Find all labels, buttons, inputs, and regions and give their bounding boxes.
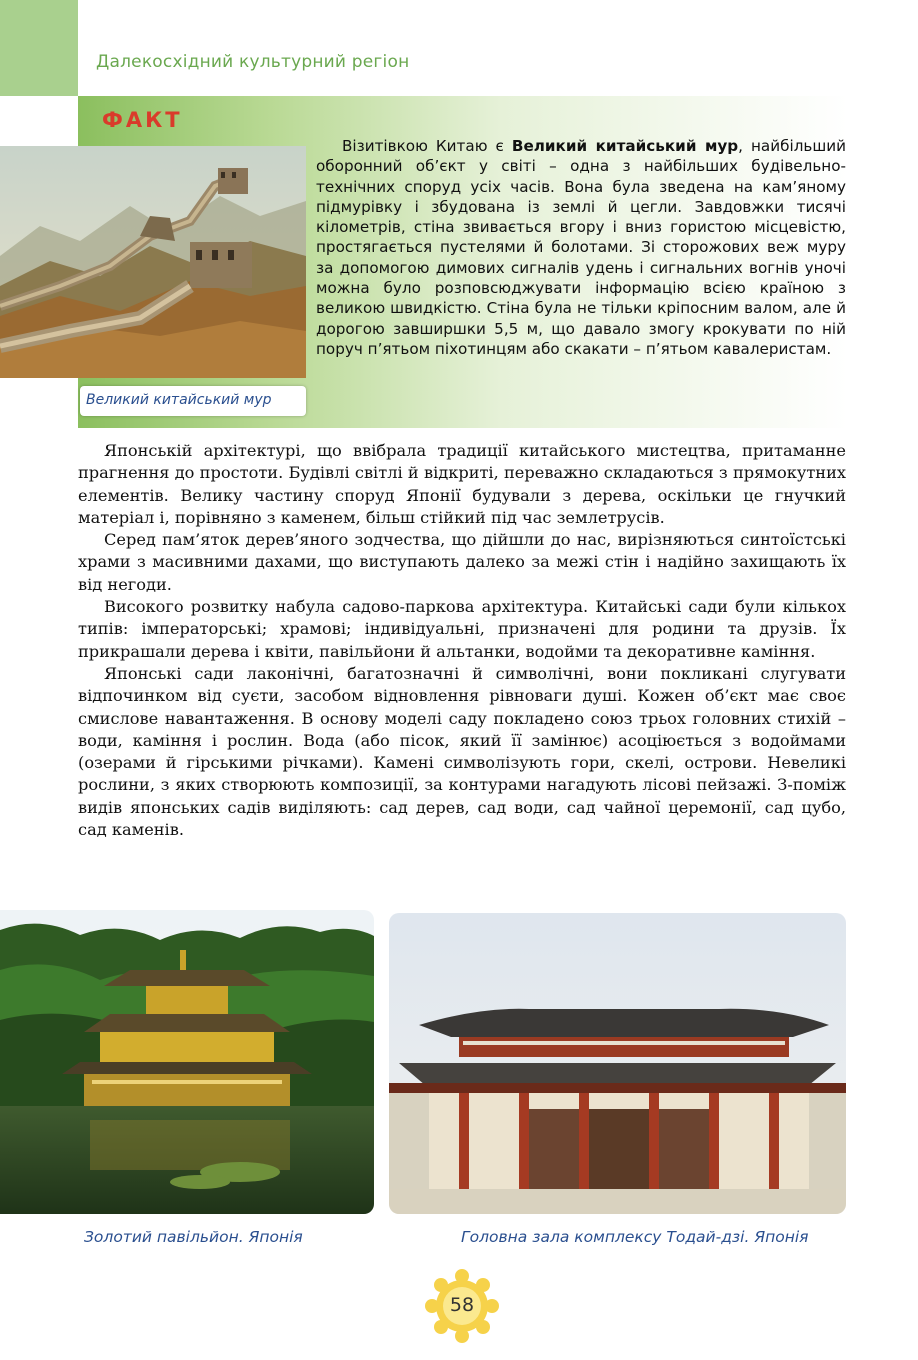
fact-text-start: Візитівкою Китаю є [342,137,512,155]
fact-text [316,136,846,359]
golden-pavilion-image [0,910,374,1214]
header-title: Далекосхідний культурний регіон [96,52,410,72]
great-wall-image [0,146,306,378]
body-paragraph: Японські сади лаконічні, багатозначні й символічні, вони покликані слугувати відпочинком від суєти, засобом відновлення рівноваги душі. Кожен об’єкт має своє смислове навантаження. В основу моделі саду покладено союз трьох головних стихій – води, каміння і рослин. Вода (або пісок, який її замінює) асоціюється з водоймами (озерами й гірськими річками). Камені символізують гори, скелі, острови. Невеликі рослини, з яких створюють композиції, за контурами нагадують лісові пейзажі. З-поміж видів японських садів виділяють: сад дерев, сад води, сад чайної церемонії, сад цубо, сад каменів. [78,663,846,840]
fact-label: ФАКТ [102,108,183,132]
body-paragraph: Високого розвитку набула садово-паркова архітектура. Китайські сади були кількох типів: імператорські; храмові; індивідуальні, призначені для родини та друзів. Їх прикрашали дерева і квіти, павільйони й альтанки, водойми та декоративне каміння. [78,597,846,661]
body-paragraph: Японській архітектурі, що ввібрала традиції китайського мистецтва, притаманне прагнення до простоти. Будівлі світлі й відкриті, переважно складаються з прямокутних елементів. Велику частину споруд Японії будували з дерева, оскільки це гнучкий матеріал і, порівняно з каменем, більш стійкий під час землетрусів. [78,441,846,527]
todaiji-hall-image [389,913,846,1214]
todaiji-caption: Головна зала комплексу Тодай-дзі. Японія [461,1228,809,1246]
body-paragraph: Серед пам’яток дерев’яного зодчества, що дійшли до нас, вирізняються синтоїстські храми з масивними дахами, що виступають далеко за межі стін і надійно захищають їх від негоди. [78,530,846,594]
fact-text-bold: Великий китайський мур [511,137,739,155]
todaiji-hall-photo [389,913,846,1214]
golden-pavilion-caption: Золотий павільйон. Японія [84,1228,303,1246]
fact-text-rest: , найбільший оборонний об’єкт у світі – одна з найбільших будівельно-технічних споруд усіх часів. Вона була зведена на кам’яному підмурівку і збудована із землі й цегли. Завдовжки тисячі кілометрів, стіна звивається вгору і вниз гористою місцевістю, простягається пустелями й болотами. Зі сторожових веж муру за допомогою димових сигналів удень і сигнальних вогнів уночі можна було розповсюджувати інформацію всією країною з великою швидкістю. Стіна була не тільки кріпосним валом, але й дорогою завширшки 5,5 м, що давало змогу крокувати по ній поруч п’ятьом піхотинцям або скакати – п’ятьом кавалеристам. [316,137,846,358]
page-number: 58 [449,1294,475,1316]
body-text [78,440,846,841]
fact-photo-caption: Великий китайський мур [86,392,272,408]
header-green-tab [0,0,78,96]
great-wall-photo [0,146,306,378]
golden-pavilion-photo [0,910,374,1214]
